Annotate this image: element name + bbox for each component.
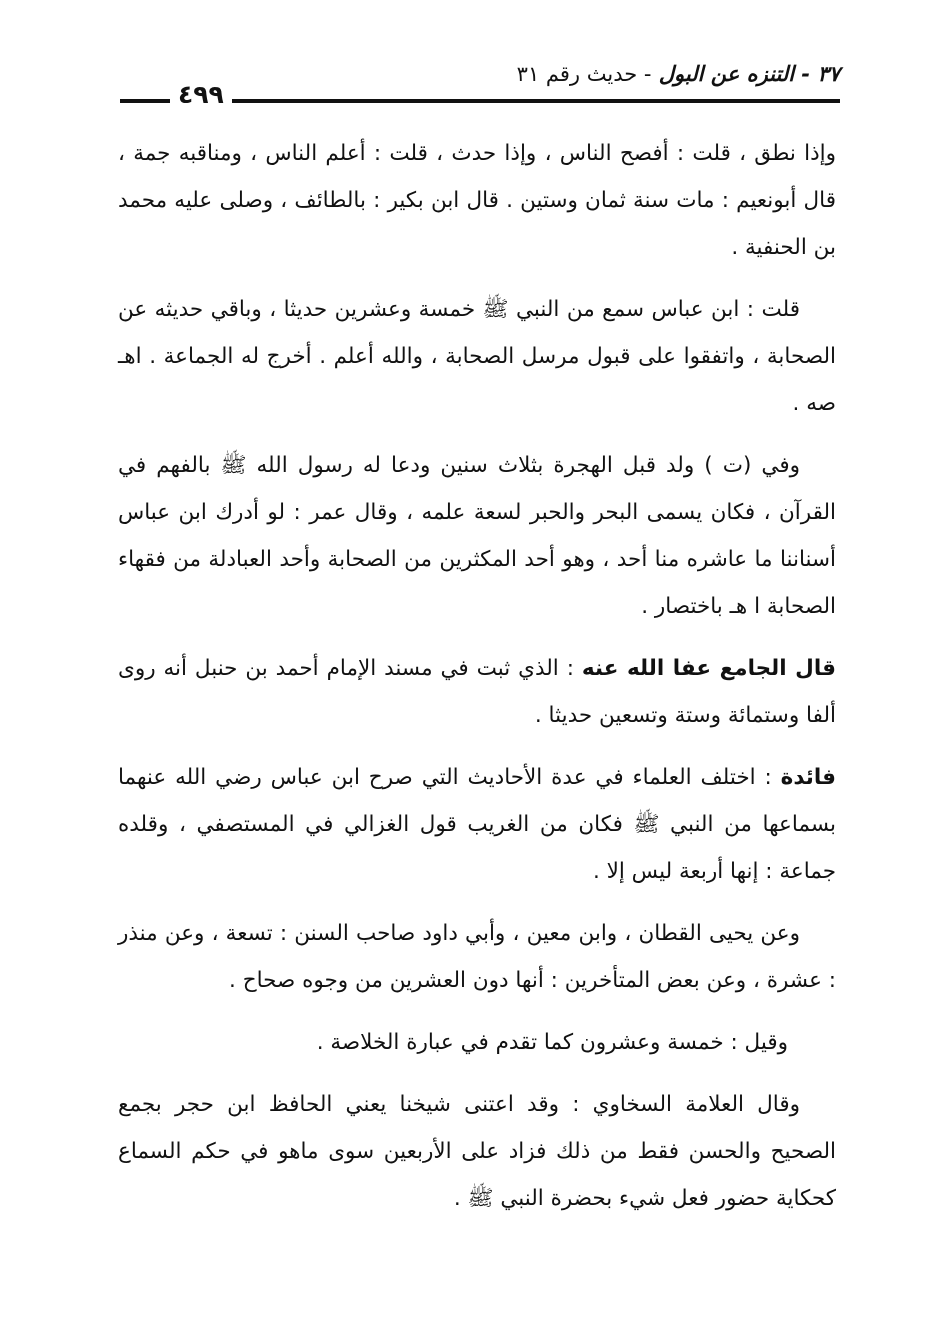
paragraph-4-lead: قال الجامع عفا الله عنه xyxy=(581,656,836,681)
paragraph-5-text: : اختلف العلماء في عدة الأحاديث التي صرح ابن عباس رضي الله عنهما بسماعها من النبي ﷺ فكان من الغريب قول الغزالي في المستصفي ، وقلده جماعة : إنها أربعة ليس إلا . xyxy=(118,765,836,884)
paragraph-2: قلت : ابن عباس سمع من النبي ﷺ خمسة وعشرين حديثا ، وباقي حديثه عن الصحابة ، واتفقوا على قبول مرسل الصحابة ، والله أعلم . أخرج له الجماعة . اهـ صه . xyxy=(118,297,836,416)
paragraph-3: وفي (ت ) ولد قبل الهجرة بثلاث سنين ودعا له رسول الله ﷺ بالفهم في القرآن ، فكان يسمى البحر والحبر لسعة علمه ، وقال عمر : لو أدرك ابن عباس أسناننا ما عاشره منا أحد ، وهو أحد المكثرين من الصحابة وأحد العبادلة من فقهاء الصحابة ا هـ باختصار . xyxy=(118,453,836,619)
chapter-title: ٣٧ - التنزه عن البول xyxy=(658,62,840,86)
paragraph-4-text: : الذي ثبت في مسند الإمام أحمد بن حنبل أنه روى ألفا وستمائة وستة وتسعين حديثا . xyxy=(118,656,836,728)
paragraph-8: وقال العلامة السخاوي : وقد اعتنى شيخنا يعني الحافظ ابن حجر بجمع الصحيح والحسن فقط من ذلك فزاد على الأربعين سوى ماهو في حكم السماع كحكاية حضور فعل شيء بحضرة النبي ﷺ . xyxy=(118,1092,836,1211)
paragraph-5-lead: فائدة xyxy=(780,765,836,790)
paragraph-1: وإذا نطق ، قلت : أفصح الناس ، وإذا حدث ، قلت : أعلم الناس ، ومناقبه جمة ، قال أبونعيم : مات سنة ثمان وستين . قال ابن بكير : بالطائف ، وصلى عليه محمد بن الحنفية . xyxy=(118,141,836,260)
page-header xyxy=(120,62,840,118)
hadith-label: - حديث رقم ٣١ xyxy=(516,62,652,86)
paragraph-5 xyxy=(118,754,836,895)
page-number: ٤٩٩ xyxy=(170,80,232,109)
paragraph-6: وعن يحيى القطان ، وابن معين ، وأبي داود صاحب السنن : تسعة ، وعن منذر : عشرة ، وعن بعض المتأخرين : أنها دون العشرين من وجوه صحاح . xyxy=(118,921,836,993)
paragraph-4 xyxy=(118,645,836,739)
body-text xyxy=(118,130,836,1237)
running-title xyxy=(517,62,840,86)
paragraph-7: وقيل : خمسة وعشرون كما تقدم في عبارة الخلاصة . xyxy=(316,1030,788,1055)
